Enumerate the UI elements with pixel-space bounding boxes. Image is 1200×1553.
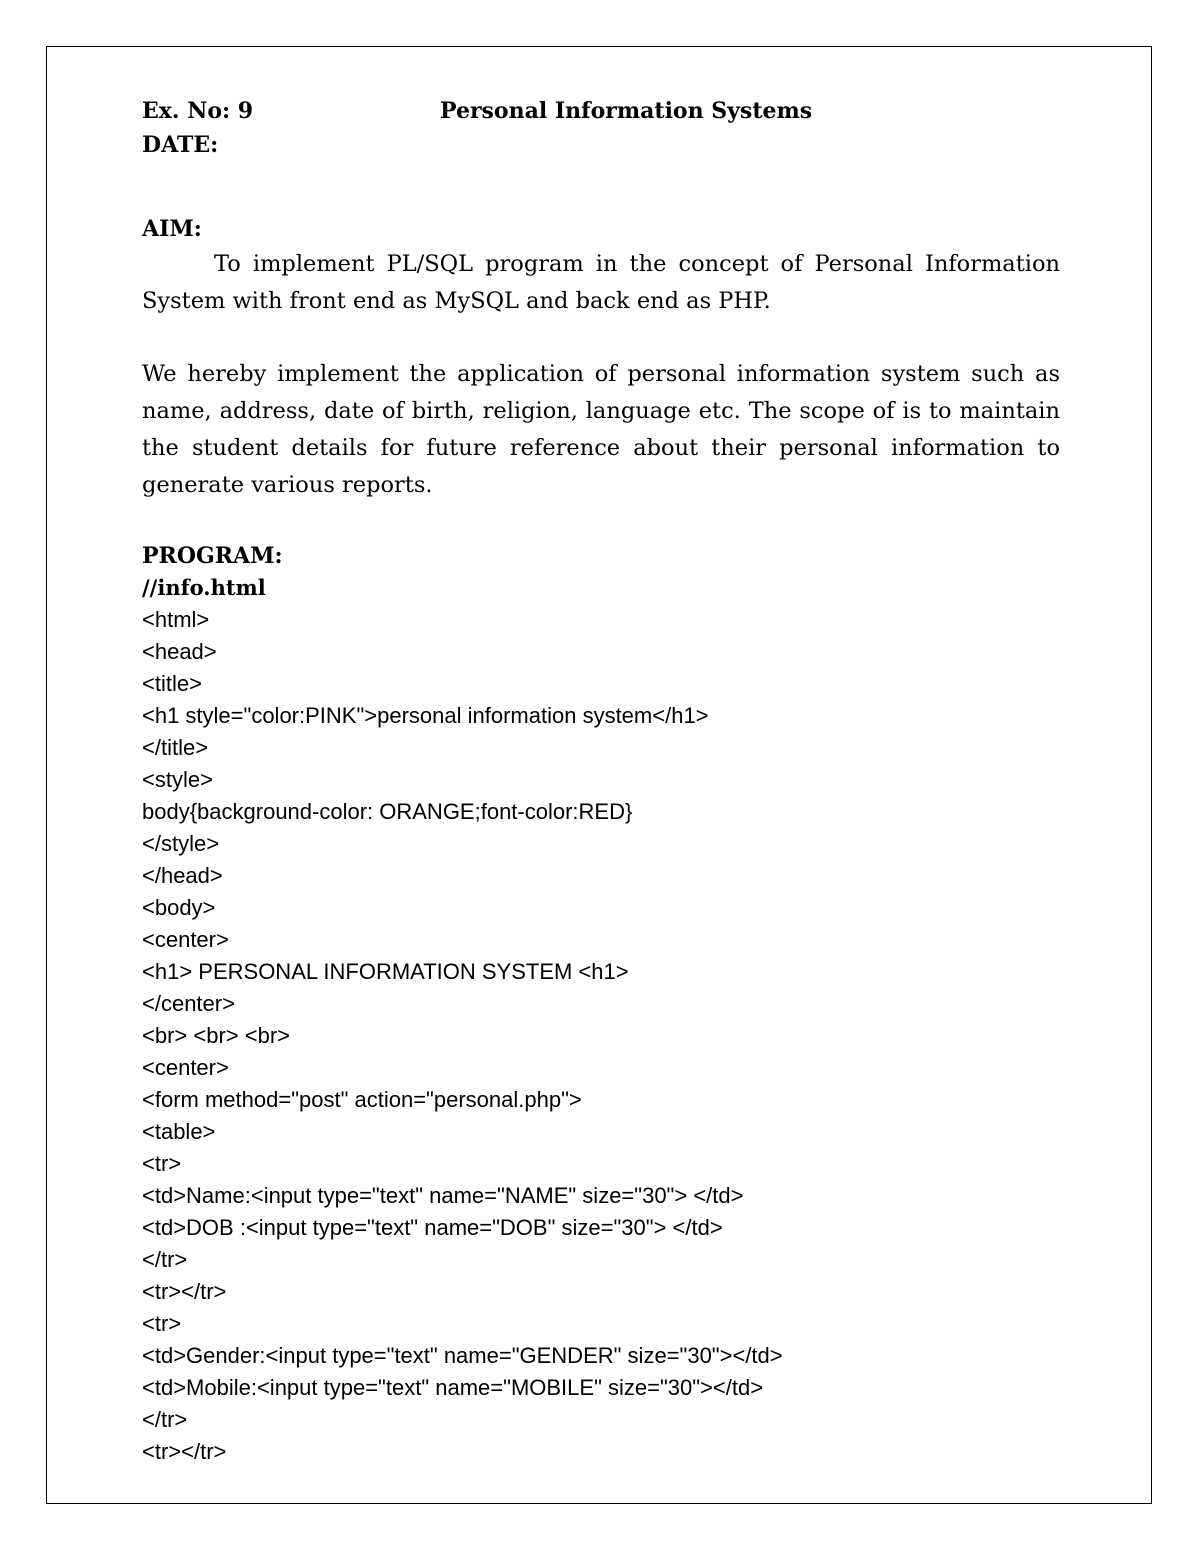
code-line: </tr> [142, 1247, 188, 1272]
code-line: <td>DOB :<input type="text" name="DOB" size="30"> </td> [142, 1215, 723, 1240]
code-line: <body> [142, 895, 216, 920]
code-line: <td>Name:<input type="text" name="NAME" size="30"> </td> [142, 1183, 744, 1208]
code-line: body{background-color: ORANGE;font-color:RED} [142, 799, 633, 824]
exercise-number: Ex. No: 9 [142, 98, 254, 124]
code-line: </tr> [142, 1407, 188, 1432]
code-line: <tr> [142, 1151, 182, 1176]
code-line: <title> [142, 671, 202, 696]
program-file-label: //info.html [142, 575, 266, 600]
program-heading: PROGRAM: [142, 543, 283, 569]
code-line: </center> [142, 991, 235, 1016]
document-content [142, 98, 1060, 1468]
code-line: <h1> PERSONAL INFORMATION SYSTEM <h1> [142, 959, 629, 984]
description-paragraph: We hereby implement the application of personal information system such as name, address, date of birth, religion, language etc. The scope of is to maintain the student details for future reference about their personal information to generate various reports. [142, 361, 1060, 498]
aim-text: To implement PL/SQL program in the concept of Personal Information System with front end as MySQL and back end as PHP. [142, 251, 1060, 314]
code-line: <center> [142, 1055, 229, 1080]
program-code [142, 604, 1060, 1468]
code-line: <head> [142, 639, 217, 664]
code-line: <form method="post" action="personal.php"> [142, 1087, 582, 1112]
code-line: <style> [142, 767, 213, 792]
code-line: <tr></tr> [142, 1439, 227, 1464]
code-line: </head> [142, 863, 223, 888]
document-title: Personal Information Systems [440, 98, 813, 124]
code-line: <br> <br> <br> [142, 1023, 290, 1048]
aim-heading: AIM: [142, 216, 202, 242]
code-line: <td>Mobile:<input type="text" name="MOBILE" size="30"></td> [142, 1375, 764, 1400]
code-line: <td>Gender:<input type="text" name="GENDER" size="30"></td> [142, 1343, 783, 1368]
code-line: </title> [142, 735, 209, 760]
code-line: <table> [142, 1119, 216, 1144]
document-header [142, 98, 1060, 132]
date-label: DATE: [142, 132, 219, 158]
code-line: <tr> [142, 1311, 182, 1336]
code-line: <tr></tr> [142, 1279, 227, 1304]
code-line: </style> [142, 831, 220, 856]
code-line: <html> [142, 607, 210, 632]
code-line: <h1 style="color:PINK">personal information system</h1> [142, 703, 709, 728]
code-line: <center> [142, 927, 229, 952]
